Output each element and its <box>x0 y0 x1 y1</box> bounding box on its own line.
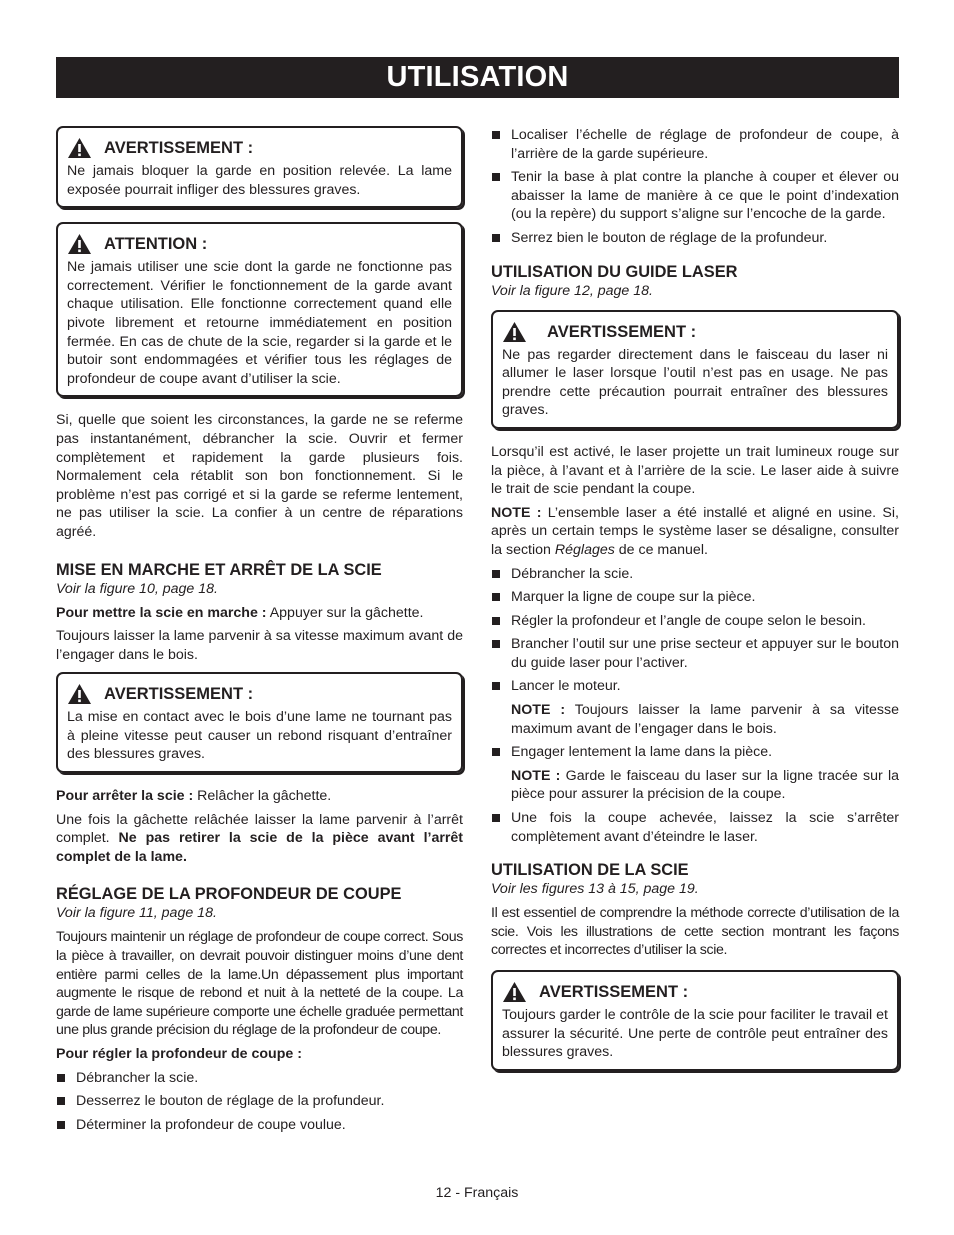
list-item: Marquer la ligne de coupe sur la pièce. <box>491 588 899 607</box>
warning-box <box>56 672 463 773</box>
list-item: Lancer le moteur. <box>491 677 899 696</box>
list-item: Tenir la base à plat contre la planche à couper et élever ou abaisser la lame de manière à ce que le point d’indexation (ou la repère) du support s’aligne sur l’encoche de la garde. <box>491 168 899 224</box>
laser-steps-list-cont <box>491 743 899 762</box>
section-heading-laser: UTILISATION DU GUIDE LASER <box>491 262 738 281</box>
page-footer: 12 - Français <box>435 1185 519 1201</box>
warning-heading: AVERTISSEMENT : <box>104 139 254 157</box>
page-title: UTILISATION <box>56 57 899 98</box>
warning-text: Ne pas regarder directement dans le faisceau du laser ni allumer le laser lorsque l’outil n’est pas en usage. Ne pas prendre cette précaution pourrait entraîner des blessures graves. <box>502 346 888 419</box>
list-item: Brancher l’outil sur une prise secteur et appuyer sur le bouton du guide laser pour l’activer. <box>491 635 899 672</box>
laser-note-speed: NOTE : Toujours laisser la lame parvenir à sa vitesse maximum avant de l’engager dans le bois. <box>511 702 900 737</box>
laser-note: NOTE : L’ensemble laser a été installé et aligné en usine. Si, après un certain temps le système laser se désaligne, consulter la section Réglages de ce manuel. <box>491 504 899 558</box>
warning-heading: AVERTISSEMENT : <box>539 983 689 1001</box>
list-item: Débrancher la scie. <box>56 1069 463 1088</box>
figure-reference: Voir les figures 13 à 15, page 19. <box>491 881 699 898</box>
warning-heading: AVERTISSEMENT : <box>547 322 697 341</box>
stop-instruction: Pour arrêter la scie : Relâcher la gâchette. <box>56 788 332 805</box>
warning-triangle-icon <box>502 321 527 343</box>
attention-box <box>56 222 463 397</box>
saw-use-paragraph: Il est essentiel de comprendre la méthode correcte d’utilisation de la scie. Vois les illustrations de cette section montrant les façons correctes et incorrectes d’utiliser la scie. <box>491 905 899 959</box>
laser-paragraph: Lorsqu’il est activé, le laser projette un trait lumineux rouge sur la pièce, à l’avant et à l’arrière de la scie. Le laser aide à suivre le trait de scie pendant la coupe. <box>491 443 899 498</box>
warning-box <box>491 970 899 1071</box>
list-item: Régler la profondeur et l’angle de coupe selon le besoin. <box>491 612 899 631</box>
warning-triangle-icon <box>502 981 527 1003</box>
laser-note-beam: NOTE : Garde le faisceau du laser sur la ligne tracée sur la pièce pour assurer la précision de la coupe. <box>511 767 900 803</box>
start-paragraph: Toujours laisser la lame parvenir à sa vitesse maximum avant de l’engager dans le bois. <box>56 628 463 663</box>
list-item: Engager lentement la lame dans la pièce. <box>491 743 899 762</box>
figure-reference: Voir la figure 11, page 18. <box>56 905 217 922</box>
stop-paragraph: Une fois la gâchette relâchée laisser la lame parvenir à l’arrêt complet. Ne pas retirer la scie de la pièce avant l’arrêt complet de la lame. <box>56 811 463 865</box>
warning-triangle-icon <box>67 683 92 705</box>
warning-box <box>56 126 463 208</box>
warning-text: Ne jamais bloquer la garde en position relevée. La lame exposée pourrait infliger des blessures graves. <box>67 163 452 198</box>
warning-box <box>491 310 899 429</box>
left-column <box>56 126 463 1139</box>
guard-paragraph: Si, quelle que soient les circonstances, la garde ne se referme pas instantanément, débrancher la scie. Ouvrir et fermer complètement et rapidement la garde plusieurs fois. Normalement cela rétablit son bon fonctionnement. Si le problème n’est pas corrigé et si la garde se referme lentement, ne pas utiliser la scie. La confier à un centre de réparations agréé. <box>56 412 463 540</box>
attention-heading: ATTENTION : <box>104 235 208 254</box>
warning-text: Toujours garder le contrôle de la scie pour faciliter le travail et assurer la sécurité. Une perte de contrôle peut entraîner des blessures graves. <box>502 1007 888 1061</box>
attention-text: Ne jamais utiliser une scie dont la garde ne fonctionne pas correctement. Vérifier le fonctionnement de la garde avant chaque utilisation. Elle fonctionne correctement quand elle pivote librement et retourne immédiatement en position fermée. En cas de chute de la scie, regarder si la garde et le butoir sont endommagées et vérifier tous les réglages de profondeur de coupe avant d’utiliser la scie. <box>67 259 452 387</box>
section-heading-depth: RÉGLAGE DE LA PROFONDEUR DE COUPE <box>56 885 402 904</box>
list-item: Desserrez le bouton de réglage de la profundeur. <box>56 1092 463 1111</box>
warning-text: La mise en contact avec le bois d’une lame ne tournant pas à pleine vitesse peut causer un rebond risquant d’entraîner des blessures graves. <box>67 709 452 763</box>
list-item: Serrez bien le bouton de réglage de la profundeur. <box>491 229 899 248</box>
warning-triangle-icon <box>67 137 92 159</box>
depth-steps-continued <box>491 126 899 248</box>
warning-triangle-icon <box>67 233 92 255</box>
depth-subheading: Pour régler la profondeur de coupe : <box>56 1046 302 1062</box>
depth-paragraph: Toujours maintenir un réglage de profondeur de coupe correct. Sous la pièce à travailler, on devrait pouvoir distinguer moins d’une dent entière parmi celles de la lame.Un dépassement plus important augmente le risque de rebond et nuit à la netteté de la coupe. La garde de lame supérieure comporte une échelle graduée permettant une plus grande précision du réglage de la profondeur de coupe. <box>56 929 463 1039</box>
section-heading-start-stop: MISE EN MARCHE ET ARRÊT DE LA SCIE <box>56 560 382 579</box>
depth-steps-list <box>56 1069 463 1135</box>
list-item: Une fois la coupe achevée, laissez la scie s’arrêter complètement avant d’éteindre le laser. <box>491 809 899 846</box>
figure-reference: Voir la figure 12, page 18. <box>491 282 653 299</box>
right-column <box>491 126 899 1085</box>
start-instruction: Pour mettre la scie en marche : Appuyer sur la gâchette. <box>56 604 424 621</box>
list-item: Déterminer la profondeur de coupe voulue. <box>56 1116 463 1135</box>
laser-steps-list-end <box>491 809 899 846</box>
list-item: Localiser l’échelle de réglage de profondeur de coupe, à l’arrière de la garde supérieure. <box>491 126 899 163</box>
laser-steps-list <box>491 565 899 697</box>
warning-heading: AVERTISSEMENT : <box>104 685 254 704</box>
section-heading-saw-use: UTILISATION DE LA SCIE <box>491 861 689 880</box>
figure-reference: Voir la figure 10, page 18. <box>56 580 218 597</box>
list-item: Débrancher la scie. <box>491 565 899 584</box>
